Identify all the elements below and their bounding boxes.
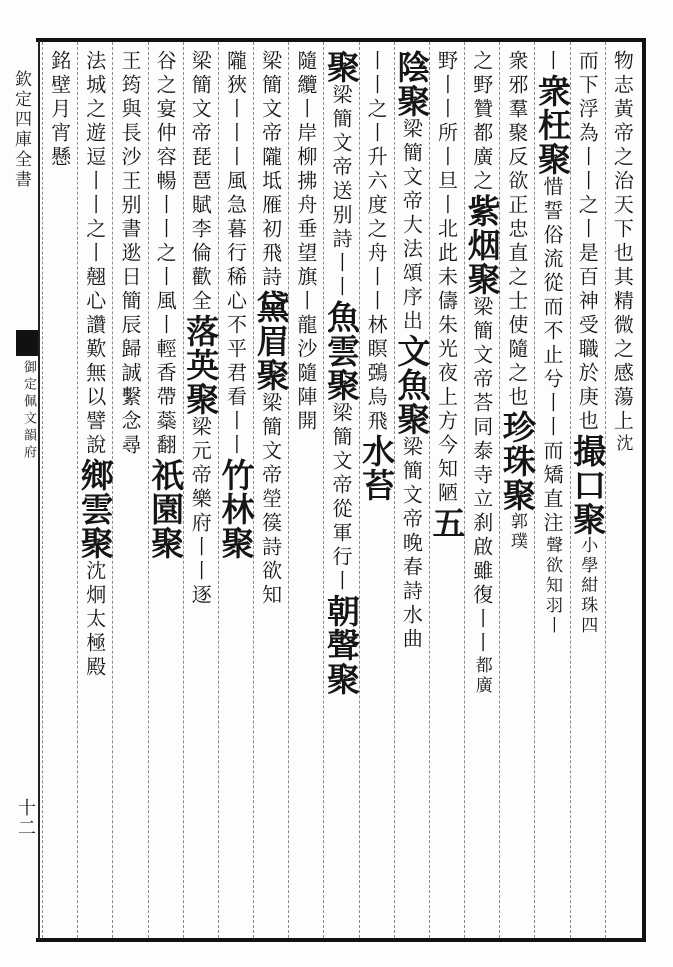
fishtail-mark bbox=[16, 330, 38, 356]
entry-headword: 鄉雲聚 bbox=[75, 458, 115, 560]
column-text: 梁簡文帝琵琶賦李倫歡全 bbox=[188, 50, 213, 314]
text-column bbox=[253, 50, 289, 930]
entry-headword: 陰聚 bbox=[392, 50, 432, 118]
frame-bottom-border bbox=[36, 938, 646, 942]
annotation-text: 聲欲知羽丨 bbox=[542, 536, 563, 636]
text-column bbox=[216, 50, 256, 930]
column-text: 望旗丨龍沙隨陣開 bbox=[293, 242, 318, 434]
annotation-text: 小學紺珠四 bbox=[577, 536, 598, 636]
entry-headword: 落英聚 bbox=[181, 314, 221, 416]
column-text: 丨丨林瞑鵶烏飛 bbox=[364, 266, 389, 434]
column-text: 梁簡文帝晚春詩水曲 bbox=[399, 436, 424, 652]
entry-headword: 撮口聚 bbox=[568, 434, 608, 536]
column-text: 物志黃帝之治天下也其精微之感蕩上 bbox=[610, 50, 635, 434]
text-column bbox=[357, 50, 397, 930]
text-column bbox=[429, 50, 465, 930]
column-text: 心不平君看丨丨 bbox=[223, 290, 248, 458]
frame-top-border bbox=[36, 38, 646, 42]
entry-headword: 魚雲聚 bbox=[322, 300, 361, 402]
column-text: 梁簡文帝從軍行丨 bbox=[329, 402, 353, 594]
text-column bbox=[323, 50, 359, 930]
entry-headword: 文魚聚 bbox=[392, 334, 432, 436]
text-column bbox=[568, 50, 608, 930]
column-text: 風丨輕香帶蘂翻 bbox=[153, 290, 178, 458]
text-column bbox=[464, 50, 500, 930]
column-text: 丨丨之丨升六度之舟 bbox=[364, 50, 389, 266]
column-text: 法城之遊逗丨丨之丨翹心讚歎無以譬說 bbox=[82, 50, 107, 458]
column-text: 而下浮為丨丨之丨是百神受職於庚也 bbox=[575, 50, 600, 434]
column-text: 丨 bbox=[540, 50, 565, 74]
column-text: 梁簡文帝荅同泰寺立刹啟雖復丨丨 bbox=[469, 296, 494, 656]
entry-headword: 衆枉聚 bbox=[533, 74, 573, 176]
column-text: 隨纜丨岸柳拂舟垂 bbox=[293, 50, 318, 242]
annotation-text: 郭璞 bbox=[506, 512, 527, 552]
column-text: 沈炯太極殿 bbox=[82, 560, 107, 680]
column-text: 王筠與長沙王别書逖日簡辰歸誠繫念尋 bbox=[117, 50, 142, 458]
column-text: 梁簡文帝送别詩丨丨 bbox=[329, 84, 353, 300]
folio-number: 十二 bbox=[15, 798, 36, 838]
annotation-text: 都廣 bbox=[471, 656, 492, 696]
column-text: 野丨丨所丨 bbox=[434, 50, 459, 170]
entry-headword: 珍珠聚 bbox=[497, 410, 537, 512]
entry-headword: 五 bbox=[427, 506, 467, 540]
frame-right-border bbox=[642, 38, 646, 942]
book-subtitle: 御定佩文韻府 bbox=[21, 360, 36, 462]
entry-headword: 竹林聚 bbox=[216, 458, 256, 560]
column-text: 之野贊都廣之 bbox=[469, 50, 494, 194]
text-column bbox=[112, 50, 148, 930]
entry-headword: 朝聲聚 bbox=[322, 594, 361, 696]
column-text: 衆邪羣聚反欲正忠直之士使隨之也 bbox=[504, 50, 529, 410]
text-column bbox=[42, 50, 78, 930]
column-text: 梁元帝樂府丨丨逐 bbox=[188, 416, 213, 608]
entry-headword: 水苔 bbox=[357, 434, 397, 502]
text-column bbox=[77, 50, 113, 930]
column-text: 梁簡文帝塋篌詩欲知 bbox=[258, 392, 283, 608]
text-column bbox=[288, 50, 324, 930]
page-margin-banxin bbox=[6, 40, 40, 940]
column-text: 銘壁月宵懸 bbox=[47, 50, 72, 170]
text-column bbox=[533, 50, 573, 930]
text-column bbox=[499, 50, 535, 930]
annotation-text: 沈 bbox=[612, 434, 633, 454]
column-text: 隴狹丨丨丨風急暮行稀 bbox=[223, 50, 248, 290]
column-text: 梁簡文帝隴坻雁初飛詩 bbox=[258, 50, 283, 290]
text-column bbox=[146, 50, 186, 930]
column-text: 梁簡文帝大法頌序出 bbox=[399, 118, 424, 334]
text-column bbox=[392, 50, 432, 930]
entry-headword: 祇園聚 bbox=[146, 458, 186, 560]
text-column bbox=[604, 50, 640, 930]
entry-headword: 紫烟聚 bbox=[462, 194, 502, 296]
column-text: 惜誓俗流從而不止兮丨丨而矯直注 bbox=[540, 176, 565, 536]
entry-headword: 聚 bbox=[322, 50, 361, 84]
entry-headword: 黛眉聚 bbox=[251, 290, 291, 392]
text-column bbox=[181, 50, 221, 930]
book-title: 欽定四庫全書 bbox=[11, 70, 31, 190]
column-text: 谷之宴仲容暢丨丨之丨 bbox=[153, 50, 178, 290]
column-text: 旦丨北此未儔朱光夜上方今知陋 bbox=[434, 170, 459, 506]
